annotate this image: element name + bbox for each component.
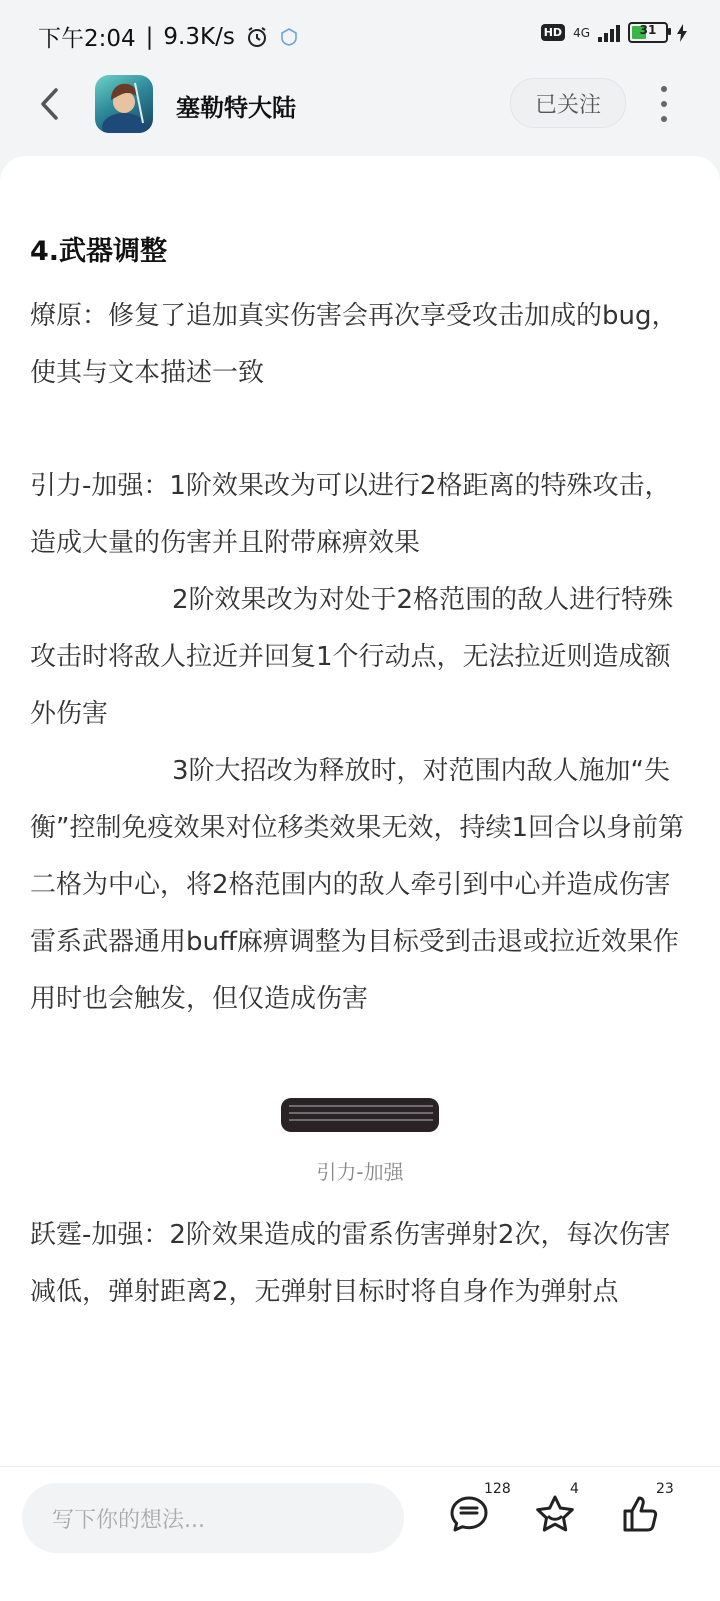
comment-count: 128 [484, 1481, 511, 1497]
article-paragraph: 雷系武器通用buff麻痹调整为目标受到击退或拉近效果作用时也会触发，但仅造成伤害 [30, 927, 679, 1014]
article-paragraph: 引力-加强：1阶效果改为可以进行2格距离的特殊攻击，造成大量的伤害并且附带麻痹效果 [30, 471, 671, 558]
article-figure [30, 1098, 690, 1185]
comment-input[interactable]: 写下你的想法... [22, 1483, 404, 1553]
thumbs-up-icon [620, 1493, 662, 1535]
skill-screenshot-image[interactable] [281, 1098, 439, 1132]
figure-caption: 引力-加强 [316, 1160, 404, 1184]
star-icon [534, 1493, 576, 1535]
comment-button[interactable] [448, 1481, 511, 1539]
character-portrait-icon [95, 75, 153, 133]
status-net-speed: 9.3K/s [163, 23, 235, 50]
battery-level: 31 [639, 23, 657, 37]
article-paragraph: 跃霆-加强：2阶效果造成的雷系伤害弹射2次，每次伤害减低，弹射距离2，无弹射目标时将自身作为弹射点 [30, 1220, 671, 1307]
hd-badge: HD [541, 24, 565, 41]
article-paragraph: 3阶大招改为释放时，对范围内敌人施加“失衡”控制免疫效果对位移类效果无效，持续1回合以身前第二格为中心，将2格范围内的敌人牵引到中心并造成伤害 [30, 756, 685, 900]
battery-icon [628, 22, 668, 43]
status-bar [0, 0, 720, 70]
status-time: 下午2:04 [38, 26, 136, 52]
app-avatar[interactable] [95, 75, 153, 133]
comment-icon [448, 1493, 490, 1535]
alarm-icon [245, 25, 269, 49]
section-heading: 4.武器调整 [30, 236, 168, 267]
favorite-button[interactable] [534, 1481, 580, 1539]
status-left [38, 20, 299, 53]
bottom-action-bar [0, 1466, 720, 1601]
status-right [541, 22, 688, 43]
back-arrow-icon[interactable] [32, 84, 72, 124]
status-divider: | [145, 23, 154, 50]
signal-icon [598, 24, 620, 42]
page-title: 塞勒特大陆 [176, 94, 296, 122]
article-body [30, 232, 690, 1321]
like-button[interactable] [620, 1481, 674, 1539]
article-paragraph: 燎原：修复了追加真实伤害会再次享受攻击加成的bug，使其与文本描述一致 [30, 301, 678, 388]
favorite-count: 4 [570, 1481, 579, 1497]
like-count: 23 [656, 1481, 674, 1497]
more-options-icon[interactable] [652, 86, 676, 122]
follow-button[interactable]: 已关注 [510, 78, 626, 128]
top-header [0, 70, 720, 156]
shield-status-icon [279, 27, 299, 47]
charging-icon [676, 23, 688, 43]
network-type: 4G [573, 25, 590, 40]
article-paragraph: 2阶效果改为对处于2格范围的敌人进行特殊攻击时将敌人拉近并回复1个行动点，无法拉近则造成额外伤害 [30, 585, 674, 729]
